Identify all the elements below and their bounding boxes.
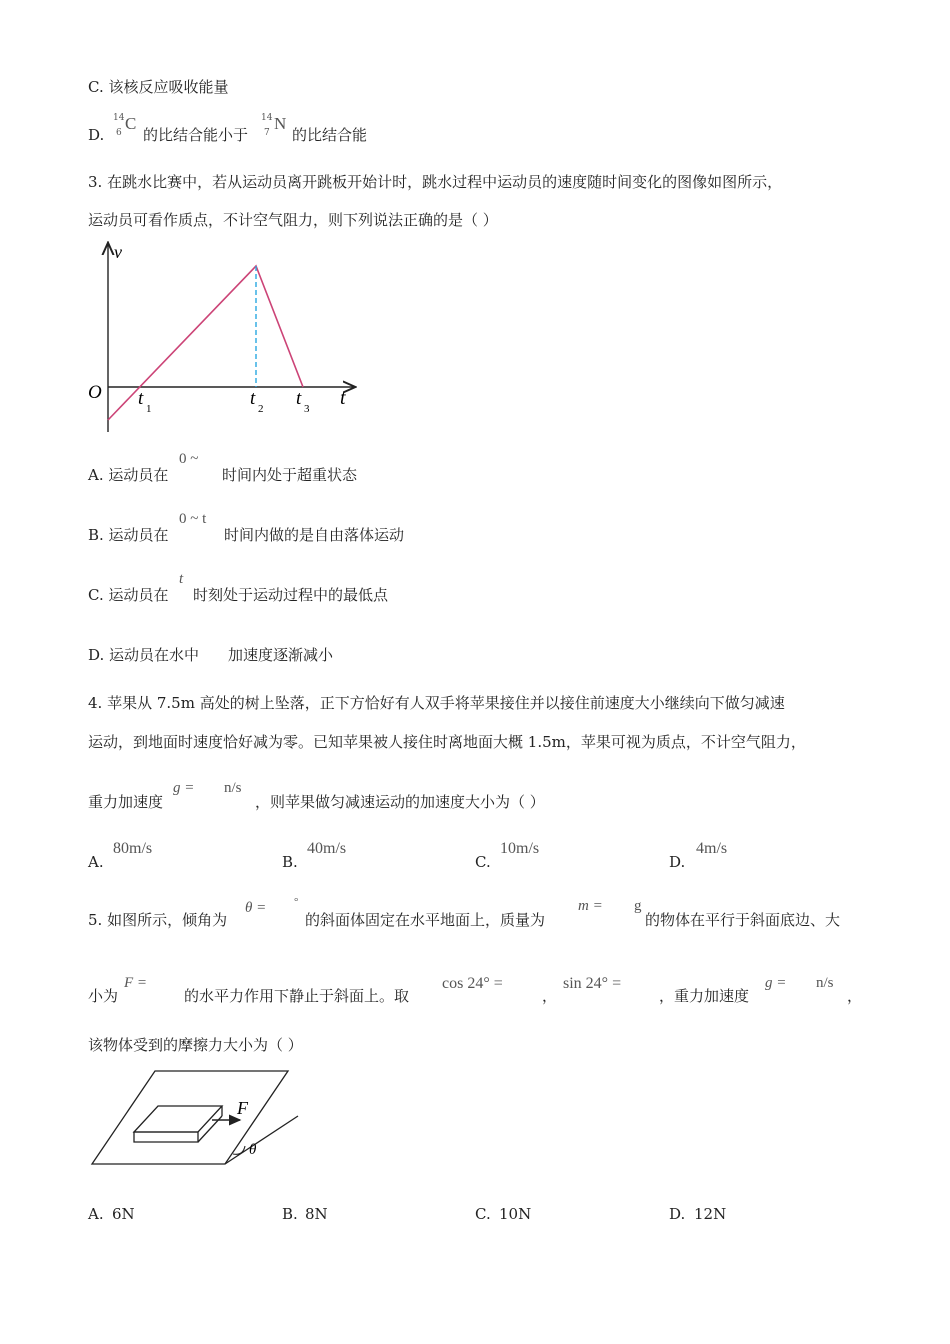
q5-theta-symbol: θ = (245, 900, 267, 916)
q3-stem-line1: 3. 在跳水比赛中，若从运动员离开跳板开始计时，跳水过程中运动员的速度随时间变化的图像如图所示， (88, 173, 783, 191)
q2-option-c: C. 该核反应吸收能量 (88, 78, 229, 96)
q5-line2-mid1: 的水平力作用下静止于斜面上。取 (184, 987, 410, 1005)
block-top (134, 1106, 222, 1132)
q3-option-b (88, 524, 169, 546)
q5-option-b-value: 8N (305, 1205, 328, 1223)
q5-option-b-label: B. (282, 1205, 298, 1223)
q3-option-a-suffix: 时间内处于超重状态 (222, 466, 358, 484)
q2-option-d-suffix: 的比结合能 (292, 126, 368, 144)
q2-option-d-label: D. (88, 126, 105, 144)
t2-label: t (250, 388, 256, 409)
q4-option-d-value: 4m/s (696, 840, 728, 857)
t2-subscript: 2 (258, 403, 264, 415)
q5-comma2: ， (847, 987, 863, 1005)
incline-base-edge (225, 1116, 298, 1164)
t1-subscript: 1 (146, 403, 152, 415)
nitrogen-symbol: N (274, 114, 287, 133)
t1-label: t (138, 388, 144, 409)
force-label: F (237, 1098, 248, 1118)
q5-option-c-label: C. (475, 1205, 491, 1223)
q4-option-b-value: 40m/s (307, 840, 347, 857)
block-front (134, 1132, 198, 1142)
q5-option-d-label: D. (669, 1205, 686, 1223)
q4-option-a-label: A. (88, 853, 104, 871)
t-axis-label: t (340, 387, 346, 409)
q5-line2-mid2: ，重力加速度 (659, 987, 750, 1005)
q3-option-a-prefix: A. 运动员在 (88, 466, 169, 484)
q4-option-a-value: 80m/s (113, 840, 153, 857)
q2-option-d-mid: 的比结合能小于 (143, 126, 249, 144)
q3-option-c-math: t (179, 571, 184, 587)
q3-option-c-suffix: 时刻处于运动过程中的最低点 (193, 586, 389, 604)
q5-cos-expression: cos 24° = (442, 975, 503, 992)
q5-g-unit: n/s (816, 975, 834, 991)
q5-stem-prefix: 5. 如图所示，倾角为 (88, 911, 228, 929)
q4-option-c-label: C. (475, 853, 491, 871)
q3-option-d-suffix: 加速度逐渐减小 (228, 646, 334, 664)
q5-mass-symbol: m = (578, 898, 603, 914)
q5-degree: ° (294, 896, 299, 908)
q4-stem-line2: 运动，到地面时速度恰好减为零。已知苹果被人接住时离地面大概 1.5m，苹果可视为质点，不计空气阻力， (88, 733, 806, 751)
q5-stem-mid2: 的物体在平行于斜面底边、大 (645, 911, 841, 929)
origin-label: O (88, 382, 102, 403)
q3-option-c-prefix: C. 运动员在 (88, 586, 169, 604)
q3-option-a-math: 0 ~ (179, 451, 199, 467)
q5-option-c-value: 10N (499, 1205, 532, 1223)
incline-figure (85, 1068, 315, 1168)
q3-option-a (88, 464, 168, 486)
q5-mass-unit: g (634, 898, 642, 914)
v-axis-label: v (114, 242, 122, 262)
q2-option-d (88, 124, 104, 146)
q3-option-c (88, 584, 168, 606)
carbon-symbol: C (125, 114, 137, 133)
velocity-time-graph (80, 236, 370, 436)
q4-stem-line3-suffix: ，则苹果做匀减速运动的加速度大小为（ ） (255, 793, 545, 811)
q5-option-a-label: A. (88, 1205, 104, 1223)
q4-option-c-value: 10m/s (500, 840, 540, 857)
q3-option-d (88, 644, 199, 666)
q4-stem-line1: 4. 苹果从 7.5m 高处的树上坠落，正下方恰好有人双手将苹果接住并以接住前速度大小继续向下做匀减速 (88, 694, 785, 712)
q5-option-a-value: 6N (112, 1205, 135, 1223)
q3-option-b-suffix: 时间内做的是自由落体运动 (224, 526, 405, 544)
q5-comma1: ， (542, 987, 558, 1005)
t3-label: t (296, 388, 302, 409)
q3-option-b-prefix: B. 运动员在 (88, 526, 169, 544)
q4-option-b-label: B. (282, 853, 298, 871)
q5-g-symbol: g = (765, 975, 787, 991)
t3-subscript: 3 (304, 403, 310, 415)
nitrogen-atomic-number: 7 (264, 128, 270, 138)
q5-line2-prefix: 小为 (88, 987, 119, 1005)
q5-sin-expression: sin 24° = (563, 975, 622, 992)
q3-stem-line2: 运动员可看作质点，不计空气阻力，则下列说法正确的是（ ） (88, 211, 498, 229)
q5-option-d-value: 12N (694, 1205, 727, 1223)
q5-line3: 该物体受到的摩擦力大小为（ ） (88, 1036, 303, 1054)
carbon-atomic-number: 6 (116, 128, 122, 138)
q4-option-d-label: D. (669, 853, 686, 871)
q4-g-symbol: g = (173, 780, 195, 796)
q5-stem-mid1: 的斜面体固定在水平地面上，质量为 (305, 911, 546, 929)
q4-g-unit: n/s (224, 780, 242, 796)
incline-plane (92, 1071, 288, 1164)
q4-stem-line3-prefix: 重力加速度 (88, 793, 164, 811)
nitrogen-mass-number: 14 (261, 113, 273, 123)
q5-force-symbol: F = (124, 975, 148, 991)
q3-option-d-prefix: D. 运动员在水中 (88, 646, 200, 664)
q3-option-b-math: 0 ~ t (179, 511, 207, 527)
carbon-mass-number: 14 (113, 113, 125, 123)
angle-label: θ (249, 1142, 257, 1158)
